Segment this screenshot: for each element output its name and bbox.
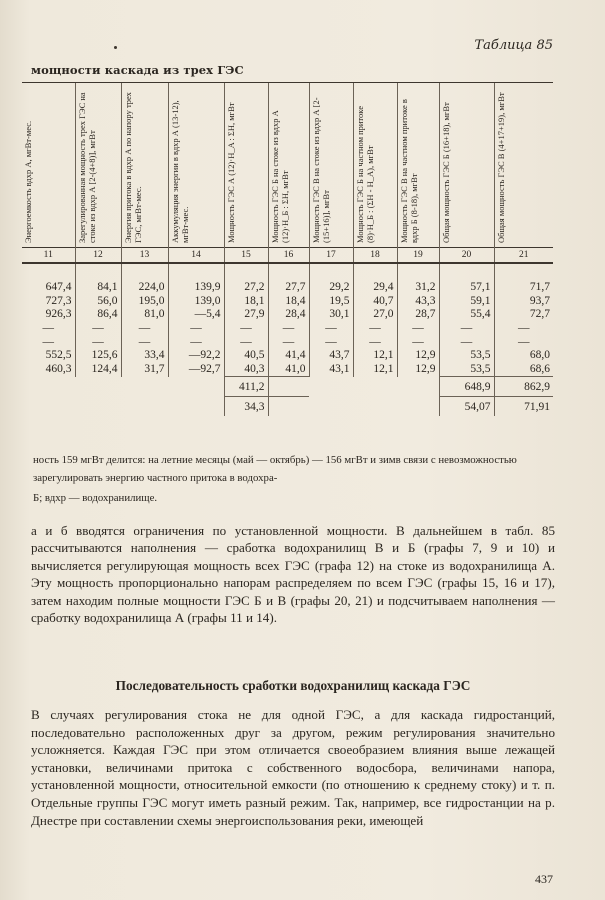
spacer-row (22, 263, 553, 281)
data-table (22, 82, 553, 416)
table-cell: — (168, 322, 224, 336)
table-cell: 12,9 (397, 363, 439, 377)
column-number: 18 (353, 248, 397, 264)
col-header: Зарегулированная мощность трех ГЭС на стоке из вдхр А [2-(4+8)], мгВт (75, 83, 121, 248)
body-paragraph-2: В случаях регулирования стока не для одной ГЭС, а для каскада гидростанций, последовательно расположенных друг за другом, режим регулирования значительно усложняется. Каждая ГЭС при этом отличается своеобразием влияния выше лежащей установки, величинами притока с собственного водосбора, величинами напора, установленной мощности, относительной емкости (по отношению к среднему стоку) и т. п. Отдельные группы ГЭС могут иметь разный режим. Так, например, все гидростанции на р. Днестре при составлении схемы энергоиспользования реки, имеющей (31, 707, 555, 828)
table-cell: 224,0 (121, 281, 168, 295)
table-cell: —92,2 (168, 349, 224, 363)
table-cell: — (121, 322, 168, 336)
table-cell: 43,7 (309, 349, 353, 363)
column-number: 20 (439, 248, 494, 264)
table-cell: — (309, 335, 353, 349)
col-header: Мощность ГЭС Б на частном притоке (8)·H_Б : (ΣH - H_A), мгВт (353, 83, 397, 248)
table-row (22, 281, 553, 295)
column-number: 12 (75, 248, 121, 264)
col-header: Мощность ГЭС А (12)·H_A : ΣH, мгВт (224, 83, 268, 248)
table-cell: — (353, 335, 397, 349)
table-row (22, 308, 553, 322)
table-cell: 40,3 (224, 363, 268, 377)
table-cell: 81,0 (121, 308, 168, 322)
table-cell: 93,7 (494, 295, 553, 309)
table-cell: — (353, 322, 397, 336)
print-speck (114, 46, 117, 49)
column-number: 13 (121, 248, 168, 264)
table-cell: — (168, 335, 224, 349)
table-cell: 68,0 (494, 349, 553, 363)
table-cell: 31,2 (397, 281, 439, 295)
column-number: 16 (268, 248, 309, 264)
table-cell: 59,1 (439, 295, 494, 309)
total-col20: 648,9 (439, 377, 494, 397)
col-header: Общая мощность ГЭС Б (16+18), мгВт (439, 83, 494, 248)
table-cell: 27,9 (224, 308, 268, 322)
column-number: 17 (309, 248, 353, 264)
total-col15: 411,2 (224, 377, 268, 397)
table-cell: — (397, 322, 439, 336)
table-cell: 27,7 (268, 281, 309, 295)
table-cell: 40,7 (353, 295, 397, 309)
footnote-line-1: ность 159 мгВт делится: на летние месяцы (май — октябрь) — 156 мгВт и зимв связи с невозможностью зарегулировать энергию частного притока в водохра- (33, 454, 517, 484)
table-cell: 29,2 (309, 281, 353, 295)
table-cell: 31,7 (121, 363, 168, 377)
table-body (22, 281, 553, 377)
table-cell: 71,7 (494, 281, 553, 295)
table-cell: 41,4 (268, 349, 309, 363)
table-cell: —5,4 (168, 308, 224, 322)
table-cell: — (439, 335, 494, 349)
table-cell: 139,9 (168, 281, 224, 295)
table-cell: 86,4 (75, 308, 121, 322)
average-col20: 54,07 (439, 397, 494, 417)
table-cell: — (494, 322, 553, 336)
table-cell: 27,0 (353, 308, 397, 322)
table-row (22, 335, 553, 349)
table-cell: 57,1 (439, 281, 494, 295)
table-cell: 84,1 (75, 281, 121, 295)
table-cell: 43,3 (397, 295, 439, 309)
table-header-row (22, 83, 553, 248)
table-cell: — (494, 335, 553, 349)
table-cell: 29,4 (353, 281, 397, 295)
section-title: Последовательность сработки водохранилищ каскада ГЭС (115, 678, 471, 693)
table-cell: — (121, 335, 168, 349)
table-heading: мощности каскада из трех ГЭС (31, 63, 244, 77)
table-cell: 12,1 (353, 363, 397, 377)
footnote-line-2: Б; вдхр — водохранилище. (33, 492, 158, 504)
table-cell: 53,5 (439, 363, 494, 377)
col-header: Аккумуляция энергии в вдхр А (13-12), мгВт-мес. (168, 83, 224, 248)
page-number: 437 (535, 872, 553, 886)
table-cell: — (75, 322, 121, 336)
table-cell: 30,1 (309, 308, 353, 322)
table-cell: 460,3 (45, 363, 72, 376)
table-cell: 55,4 (439, 308, 494, 322)
table-cell: 727,3 (45, 294, 72, 307)
table-cell: — (268, 335, 309, 349)
table-row (22, 363, 553, 377)
col-header: Мощность ГЭС Б на стоке из вдхр А (12)·H_Б : ΣH, мгВт (268, 83, 309, 248)
table-cell: 40,5 (224, 349, 268, 363)
table-cell: — (309, 322, 353, 336)
col-header: Мощность ГЭС В на частном притоке в вдхр Б (8-18), мгВт (397, 83, 439, 248)
table-cell: — (42, 322, 54, 335)
col-header: Энергоемкость вдхр А, мгВт-мес. (22, 83, 75, 248)
column-number: 14 (168, 248, 224, 264)
average-col21: 71,91 (494, 397, 553, 417)
table-row (22, 295, 553, 309)
table-cell: 12,9 (397, 349, 439, 363)
table-cell: 28,7 (397, 308, 439, 322)
average-row (22, 397, 553, 417)
table-cell: 33,4 (121, 349, 168, 363)
total-col21: 862,9 (494, 377, 553, 397)
table-cell: 68,6 (494, 363, 553, 377)
table-cell: 41,0 (268, 363, 309, 377)
table-cell: 125,6 (75, 349, 121, 363)
body-paragraph-1: а и б вводятся ограничения по установленной мощности. В дальнейшем в табл. 85 рассчитываются наполнения — сработка водохранилищ В и Б (графы 7, 9 и 10) и вычисляется регулирующая мощность всех ГЭС (графа 12) на стоке из водохранилища А. Эту мощность пропорционально напорам распределяем по всем ГЭС (графы 15, 16 и 17), затем находим полные мощности ГЭС Б и В (графы 20, 21) и подсчитываем наполнения — сработку водохранилища А (графы 11 и 14). (31, 523, 555, 626)
table-cell: — (397, 335, 439, 349)
table-cell: — (268, 322, 309, 336)
table-cell: — (75, 335, 121, 349)
table-cell: —92,7 (168, 363, 224, 377)
column-number-row (22, 248, 553, 264)
table-cell: 27,2 (224, 281, 268, 295)
column-number: 21 (494, 248, 553, 264)
col-header: Энергия притока в вдхр А по напору трех ГЭС, мгВт-мес. (121, 83, 168, 248)
table-cell: — (42, 335, 54, 348)
column-number: 15 (224, 248, 268, 264)
table-cell: 552,5 (45, 349, 72, 362)
table-cell: — (439, 322, 494, 336)
column-number: 11 (22, 248, 75, 264)
average-col15: 34,3 (224, 397, 268, 417)
table-cell: 647,4 (45, 281, 72, 294)
table-cell: 139,0 (168, 295, 224, 309)
table-cell: — (224, 335, 268, 349)
table-cell: 43,1 (309, 363, 353, 377)
table-cell: 28,4 (268, 308, 309, 322)
column-number: 19 (397, 248, 439, 264)
col-header: Мощность ГЭС В на стоке из вдхр А [2-(15+16)], мгВт (309, 83, 353, 248)
table-row (22, 349, 553, 363)
table-cell: 18,1 (224, 295, 268, 309)
table-cell: — (224, 322, 268, 336)
table-cell: 18,4 (268, 295, 309, 309)
col-header: Общая мощность ГЭС В (4+17+19), мгВт (494, 83, 553, 248)
table-cell: 56,0 (75, 295, 121, 309)
table-cell: 53,5 (439, 349, 494, 363)
total-row (22, 377, 553, 397)
table-cell: 124,4 (75, 363, 121, 377)
table-cell: 19,5 (309, 295, 353, 309)
table-cell: 926,3 (45, 308, 72, 321)
table-cell: 12,1 (353, 349, 397, 363)
table-row (22, 322, 553, 336)
table-cell: 72,7 (494, 308, 553, 322)
table-cell: 195,0 (121, 295, 168, 309)
table-number: Таблица 85 (474, 38, 553, 53)
